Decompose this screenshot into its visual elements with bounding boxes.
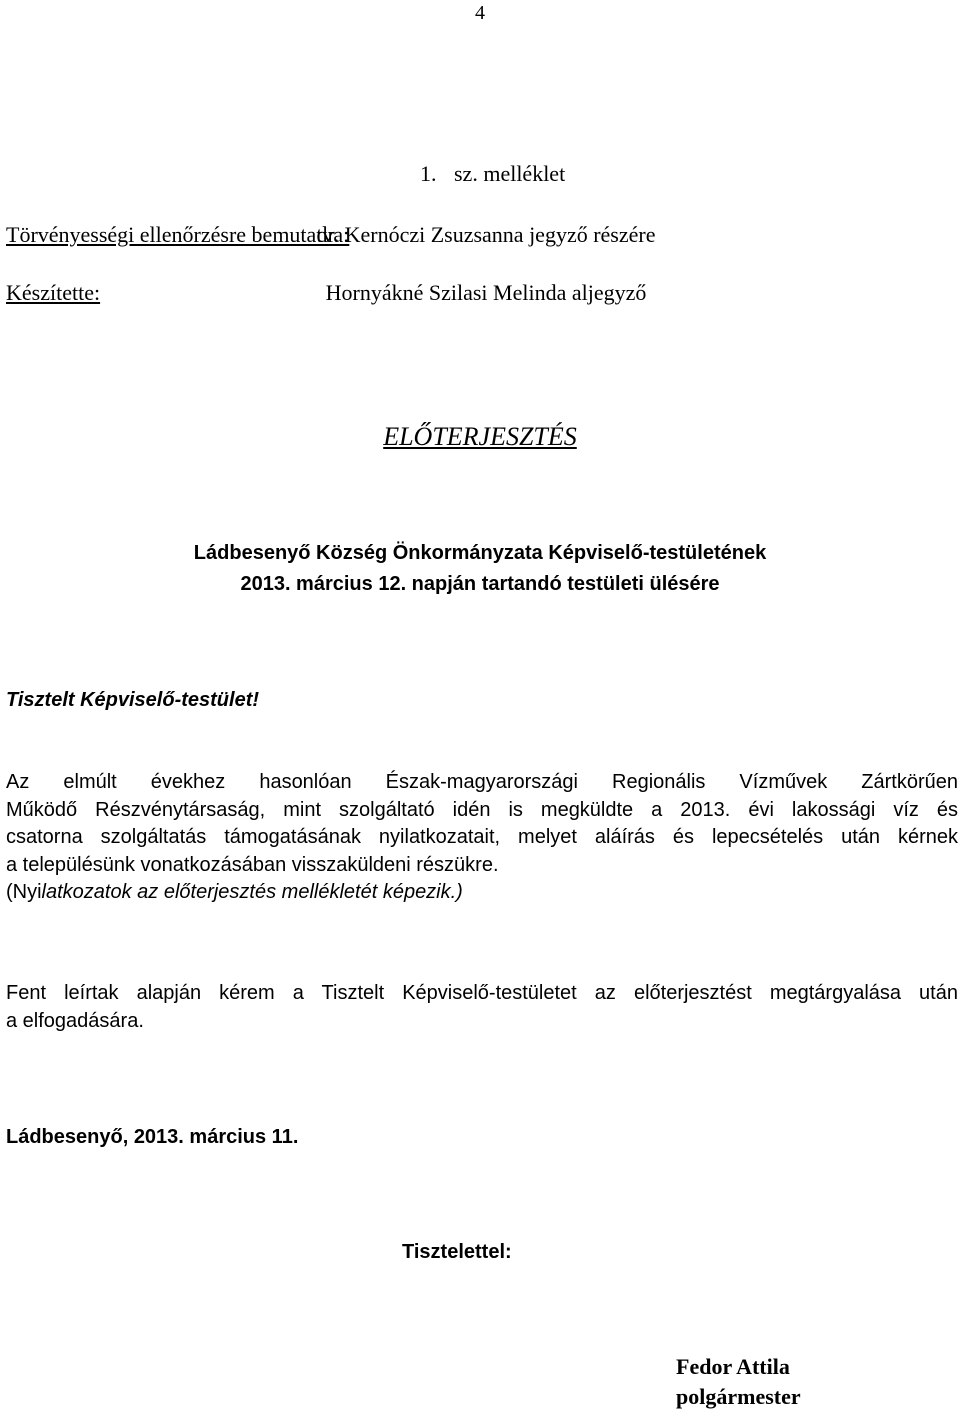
paragraph-line: Az elmúlt évekhez hasonlóan Észak-magyarországi Regionális Vízművek Zártkörűen: [6, 771, 958, 793]
page-number: 4: [475, 2, 485, 24]
signer-name: Fedor Attila: [676, 1354, 790, 1379]
legality-check-label: Törvényességi ellenőrzésre bemutatva:: [6, 222, 350, 247]
paragraph-line: a településünk vonatkozásában visszaküldeni részükre.: [6, 853, 499, 876]
annex-number: 1.: [420, 161, 437, 186]
legality-check-value: dr. Kernóczi Zsuzsanna jegyző részére: [316, 222, 656, 247]
attachment-note-prefix: (Nyi: [6, 881, 42, 903]
request-paragraph: [6, 980, 958, 1035]
salutation: Tisztelt Képviselő-testület!: [6, 689, 260, 711]
document-title: ELŐTERJESZTÉS: [383, 422, 577, 451]
attachment-note-italic: latkozatok az előterjesztés mellékletét képezik.): [41, 881, 463, 903]
paragraph-body: [6, 769, 958, 907]
paragraph-line: Fent leírtak alapján kérem a Tisztelt Képviselő-testületet az előterjesztést megtárgyalása után: [6, 982, 958, 1004]
meeting-line-1: Ládbesenyő Község Önkormányzata Képviselő-testületének: [193, 542, 767, 564]
annex-label: [420, 163, 565, 185]
annex-text: sz. melléklet: [454, 161, 566, 186]
place-and-date: Ládbesenyő, 2013. március 11.: [6, 1126, 299, 1148]
attachment-note: [6, 879, 958, 907]
prepared-by-label: Készítette:: [6, 280, 101, 305]
closing-regards: Tisztelettel:: [402, 1241, 512, 1263]
signer-title: polgármester: [676, 1384, 801, 1409]
prepared-by-value: Hornyákné Szilasi Melinda aljegyző: [325, 280, 647, 305]
meeting-line-2: 2013. március 12. napján tartandó testületi ülésére: [240, 573, 720, 595]
paragraph-line: Működő Részvénytársaság, mint szolgáltató idén is megküldte a 2013. évi lakossági víz és: [6, 798, 958, 821]
paragraph-line: csatorna szolgáltatás támogatásának nyilatkozatait, melyet aláírás és lepecsételés után kérnek: [6, 826, 958, 848]
paragraph-line: a elfogadására.: [6, 1009, 144, 1032]
